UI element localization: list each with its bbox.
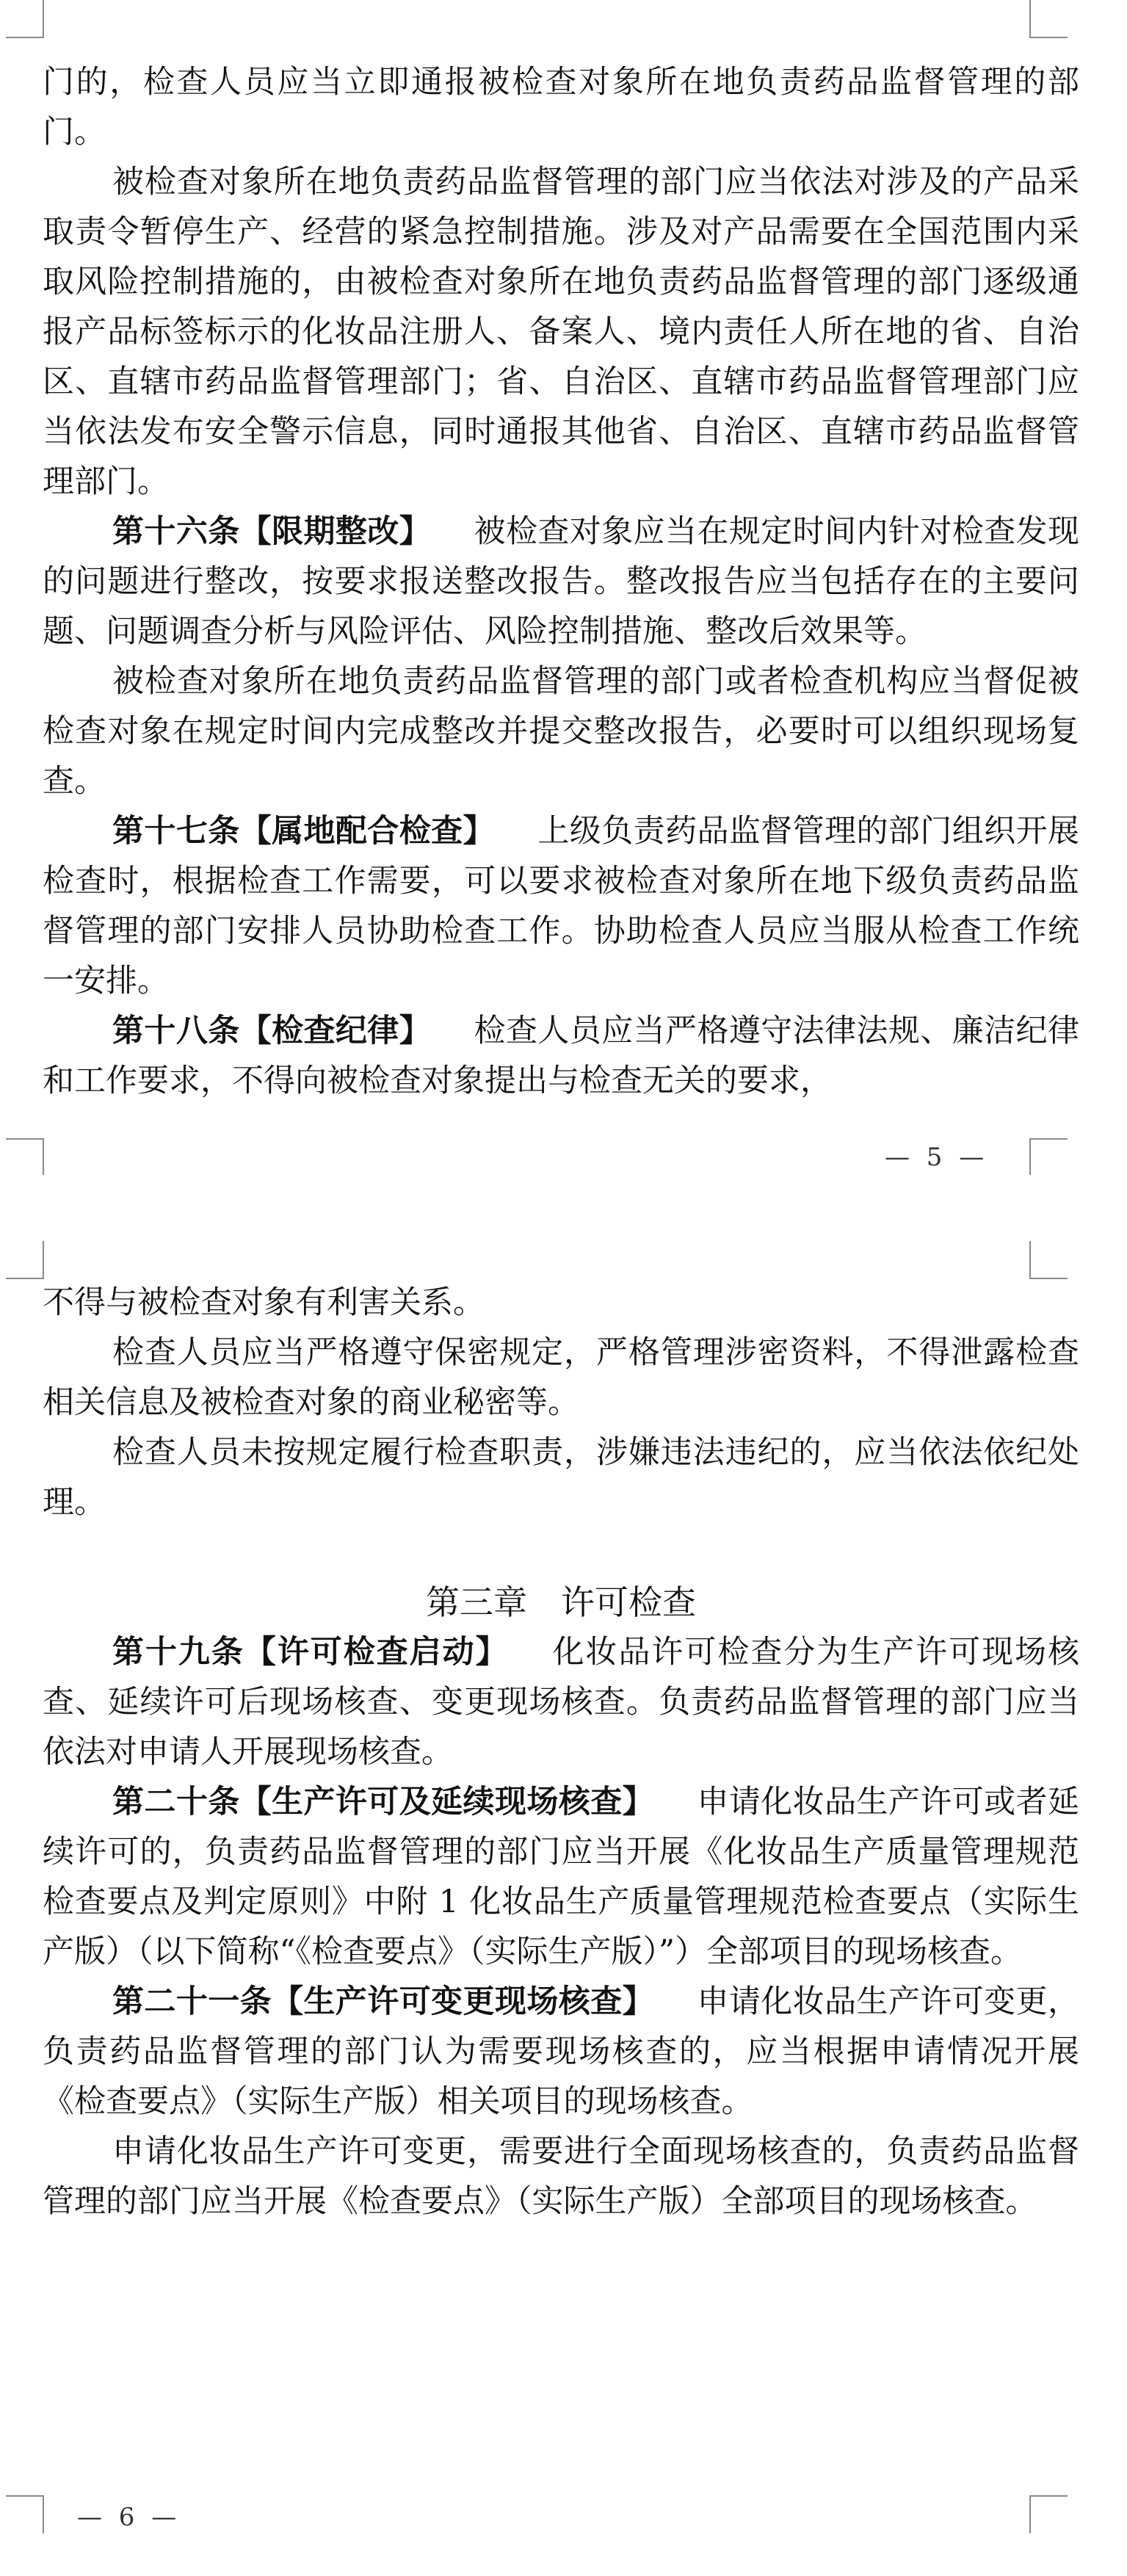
paragraph-text: 门的，检查人员应当立即通报被检查对象所在地负责药品监督管理的部门。 — [43, 64, 1079, 151]
article-16 — [43, 507, 1079, 656]
paragraph — [43, 656, 1079, 806]
chapter-title: 许可检查 — [561, 1582, 696, 1622]
crop-mark-top-right — [1029, 0, 1068, 38]
article-heading: 第二十一条【生产许可变更现场核查】 — [112, 1983, 655, 2020]
blank-line — [43, 1527, 1079, 1577]
article-20 — [43, 1777, 1079, 1977]
paragraph-text: 检查人员应当严格遵守保密规定，严格管理涉密资料，不得泄露检查相关信息及被检查对象的商业秘密等。 — [43, 1334, 1079, 1421]
paragraph-text: 被检查对象所在地负责药品监督管理的部门应当依法对涉及的产品采取责令暂停生产、经营的紧急控制措施。涉及对产品需要在全国范围内采取风险控制措施的，由被检查对象所在地负责药品监督管理的部门逐级通报产品标签标示的化妆品注册人、备案人、境内责任人所在地的省、自治区、直辖市药品监督管理部门；省、自治区、直辖市药品监督管理部门应当依法发布安全警示信息，同时通报其他省、自治区、直辖市药品监督管理部门。 — [43, 164, 1079, 500]
article-21 — [43, 1977, 1079, 2127]
page-6-body — [43, 1278, 1079, 2226]
crop-mark-bottom-left — [6, 2495, 44, 2533]
crop-mark-top-left — [6, 0, 44, 38]
page-number: — 5 — — [885, 1143, 989, 1172]
article-heading: 第十八条【检查纪律】 — [112, 1013, 432, 1049]
paragraph — [43, 57, 1079, 157]
article-heading: 第十六条【限期整改】 — [112, 513, 432, 550]
document-page-5 — [0, 0, 1127, 1175]
paragraph — [43, 2127, 1079, 2226]
paragraph-text: 上级负责药品监督管理的部门组织开展检查时，根据检查工作需要，可以要求被检查对象所在地下级负责药品监督管理的部门安排人员协助检查工作。协助检查人员应当服从检查工作统一安排。 — [43, 813, 1080, 999]
crop-mark-bottom-right — [1029, 2495, 1068, 2533]
paragraph-text: 化妆品许可检查分为生产许可现场核查、延续许可后现场核查、变更现场核查。负责药品监督管理的部门应当依法对申请人开展现场核查。 — [43, 1634, 1080, 1770]
paragraph-text: 不得与被检查对象有利害关系。 — [43, 1284, 485, 1321]
page-gap — [0, 1175, 1127, 1241]
paragraph — [43, 1328, 1079, 1428]
chapter-heading — [43, 1577, 1079, 1627]
article-19 — [43, 1627, 1079, 1777]
article-18 — [43, 1006, 1079, 1106]
crop-mark-top-left — [6, 1241, 44, 1279]
crop-mark-bottom-right — [1029, 1138, 1068, 1176]
paragraph-text: 检查人员未按规定履行检查职责，涉嫌违法违纪的，应当依法依纪处理。 — [43, 1434, 1079, 1521]
paragraph-text: 检查人员应当严格遵守法律法规、廉洁纪律和工作要求，不得向被检查对象提出与检查无关的要求， — [43, 1013, 1080, 1099]
page-5-body — [43, 57, 1079, 1106]
paragraph — [43, 1428, 1079, 1527]
paragraph-text: 申请化妆品生产许可或者延续许可的，负责药品监督管理的部门应当开展《化妆品生产质量管理规范检查要点及判定原则》中附 1 化妆品生产质量管理规范检查要点（实际生产版）（以下简称“《检查要点》（实际生产版）”）全部项目的现场核查。 — [43, 1784, 1080, 1970]
article-heading: 第二十条【生产许可及延续现场核查】 — [112, 1784, 655, 1820]
paragraph-text: 被检查对象所在地负责药品监督管理的部门或者检查机构应当督促被检查对象在规定时间内完成整改并提交整改报告，必要时可以组织现场复查。 — [43, 663, 1079, 800]
article-heading: 第十七条【属地配合检查】 — [112, 813, 495, 850]
crop-mark-bottom-left — [6, 1138, 44, 1176]
crop-mark-top-right — [1029, 1241, 1068, 1279]
paragraph — [43, 157, 1079, 507]
paragraph — [43, 1278, 1079, 1328]
article-heading: 第十九条【许可检查启动】 — [112, 1634, 509, 1671]
document-page-6 — [0, 1241, 1127, 2576]
chapter-number: 第三章 — [426, 1582, 527, 1622]
paragraph-text: 申请化妆品生产许可变更，负责药品监督管理的部门认为需要现场核查的，应当根据申请情况开展《检查要点》（实际生产版）相关项目的现场核查。 — [43, 1983, 1080, 2120]
page-number: — 6 — — [77, 2503, 181, 2532]
article-17 — [43, 806, 1079, 1006]
paragraph-text: 申请化妆品生产许可变更，需要进行全面现场核查的，负责药品监督管理的部门应当开展《检查要点》（实际生产版）全部项目的现场核查。 — [43, 2133, 1079, 2220]
paragraph-text: 被检查对象应当在规定时间内针对检查发现的问题进行整改，按要求报送整改报告。整改报告应当包括存在的主要问题、问题调查分析与风险评估、风险控制措施、整改后效果等。 — [43, 513, 1080, 650]
